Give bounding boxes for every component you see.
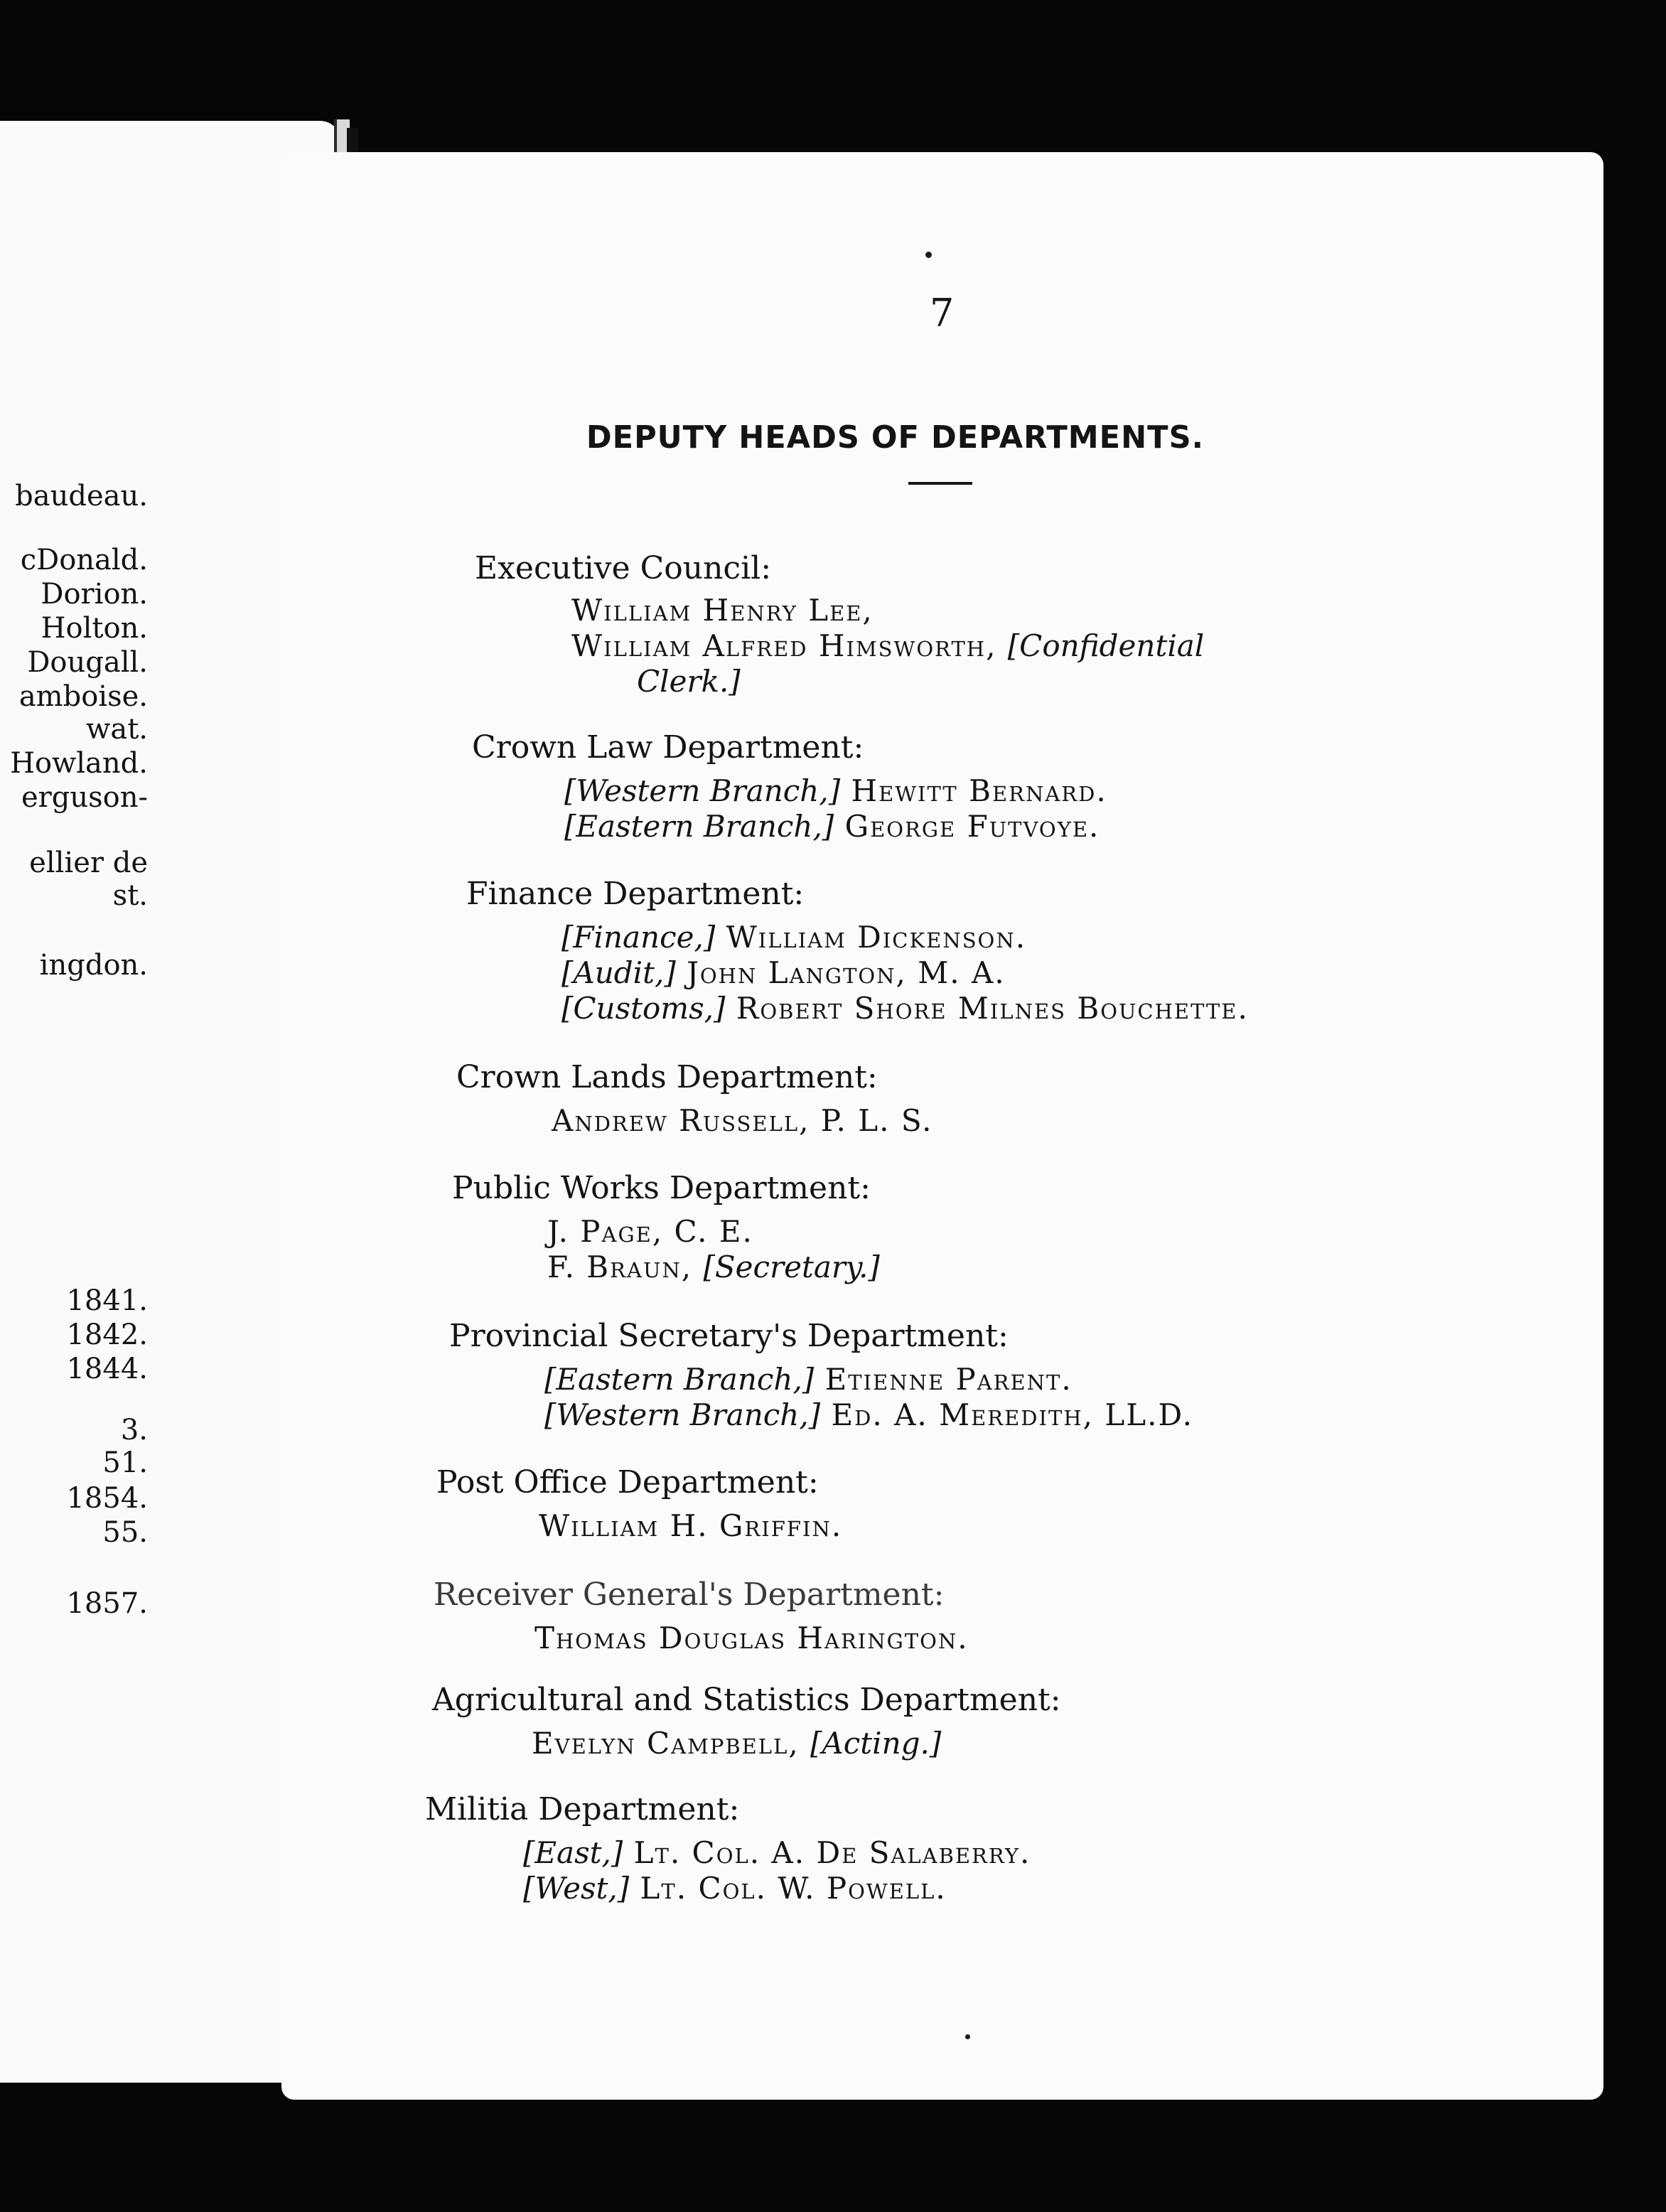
official-entry [544, 1397, 1603, 1433]
department-name: Militia Department: [425, 1791, 740, 1827]
left-fragment: 1854. [66, 1482, 148, 1515]
official-name: F. Braun, [547, 1250, 693, 1284]
role-note: [Acting.] [810, 1726, 942, 1761]
left-fragment: 1842. [66, 1319, 148, 1351]
official-name: William H. Griffin. [539, 1508, 843, 1543]
official-name: William Henry Lee, [571, 593, 874, 628]
official-entry [544, 1362, 1603, 1397]
official-entry [552, 1103, 1603, 1139]
official-name: Andrew Russell, P. L. S. [552, 1103, 933, 1138]
title-rule [908, 482, 972, 485]
official-entry [571, 628, 1603, 664]
department-name: Agricultural and Statistics Department: [432, 1682, 1061, 1718]
role-note: [Secretary.] [703, 1250, 880, 1284]
branch-note: [Western Branch,] [564, 773, 841, 808]
role-note: [Confidential [1007, 628, 1205, 663]
official-entry [534, 1621, 1603, 1656]
official-name: Evelyn Campbell, [532, 1726, 800, 1761]
department-name: Provincial Secretary's Department: [449, 1318, 1009, 1354]
branch-note: [Eastern Branch,] [544, 1362, 815, 1397]
official-entry [547, 1214, 1603, 1250]
main-page [281, 152, 1603, 2100]
ink-speck [965, 2034, 970, 2039]
official-entry [523, 1835, 1603, 1871]
official-name: William Alfred Himsworth, [571, 628, 997, 663]
branch-note: [Eastern Branch,] [564, 809, 834, 844]
department-block [281, 1577, 1603, 1656]
department-name: Crown Lands Department: [456, 1059, 878, 1095]
left-fragment: erguson- [21, 781, 148, 814]
left-fragment: wat. [86, 713, 148, 746]
official-name: John Langton, M. A. [687, 955, 1006, 990]
department-block [281, 1318, 1603, 1433]
left-fragment: 1841. [66, 1284, 148, 1317]
page-title: DEPUTY HEADS OF DEPARTMENTS. [586, 419, 1204, 456]
department-block [281, 729, 1603, 844]
left-fragment: Dougall. [27, 646, 148, 679]
region-note: [East,] [523, 1835, 623, 1870]
department-block [281, 550, 1603, 699]
official-entry [561, 955, 1603, 991]
official-name: Ed. A. Meredith, LL.D. [831, 1397, 1193, 1432]
department-name: Finance Department: [466, 876, 805, 912]
role-note-continuation: Clerk.] [637, 664, 741, 699]
department-block [281, 1791, 1603, 1906]
left-fragment: ellier de [29, 847, 148, 879]
department-block [281, 1682, 1603, 1761]
official-entry [571, 593, 1603, 628]
official-name: Thomas Douglas Harington. [534, 1621, 969, 1655]
official-entry [561, 920, 1603, 955]
official-entry [564, 809, 1603, 844]
left-fragment: 55. [102, 1516, 148, 1549]
page-number: 7 [930, 291, 955, 335]
left-fragment: st. [112, 879, 148, 912]
department-name: Crown Law Department: [472, 729, 864, 766]
region-note: [West,] [523, 1871, 630, 1906]
office-note: [Finance,] [561, 920, 716, 955]
official-name: William Dickenson. [726, 920, 1027, 955]
left-fragment: baudeau. [15, 480, 148, 512]
official-entry [564, 773, 1603, 809]
left-fragment: Dorion. [41, 578, 148, 611]
department-block [281, 1059, 1603, 1139]
left-fragment: 3. [120, 1414, 148, 1446]
left-fragment: cDonald. [20, 544, 148, 576]
official-name: George Futvoye. [844, 809, 1100, 844]
left-fragment: ingdon. [39, 949, 148, 982]
official-name: Lt. Col. W. Powell. [640, 1871, 947, 1906]
official-name: Etienne Parent. [824, 1362, 1073, 1397]
left-fragment: Holton. [41, 612, 148, 645]
left-fragment: 1844. [66, 1353, 148, 1385]
ink-speck [925, 252, 932, 258]
official-entry [539, 1508, 1603, 1544]
official-name: Robert Shore Milnes Bouchette. [736, 991, 1249, 1026]
department-name: Executive Council: [475, 550, 772, 586]
left-fragment: 1857. [66, 1587, 148, 1620]
department-block [281, 876, 1603, 1026]
department-name: Receiver General's Department: [434, 1577, 945, 1613]
official-entry [532, 1726, 1603, 1761]
branch-note: [Western Branch,] [544, 1397, 821, 1432]
department-block [281, 1170, 1603, 1285]
official-entry [547, 1250, 1603, 1285]
office-note: [Customs,] [561, 991, 726, 1026]
department-name: Public Works Department: [452, 1170, 871, 1206]
left-fragment: amboise. [18, 680, 148, 713]
left-fragment: Howland. [10, 747, 148, 780]
department-name: Post Office Department: [436, 1464, 819, 1500]
office-note: [Audit,] [561, 955, 676, 990]
department-block [281, 1464, 1603, 1544]
official-entry [561, 991, 1603, 1026]
official-entry [523, 1871, 1603, 1906]
left-fragment: 51. [102, 1446, 148, 1479]
official-name: Hewitt Bernard. [851, 773, 1107, 808]
official-name: Lt. Col. A. De Salaberry. [633, 1835, 1031, 1870]
official-name: J. Page, C. E. [547, 1214, 753, 1249]
